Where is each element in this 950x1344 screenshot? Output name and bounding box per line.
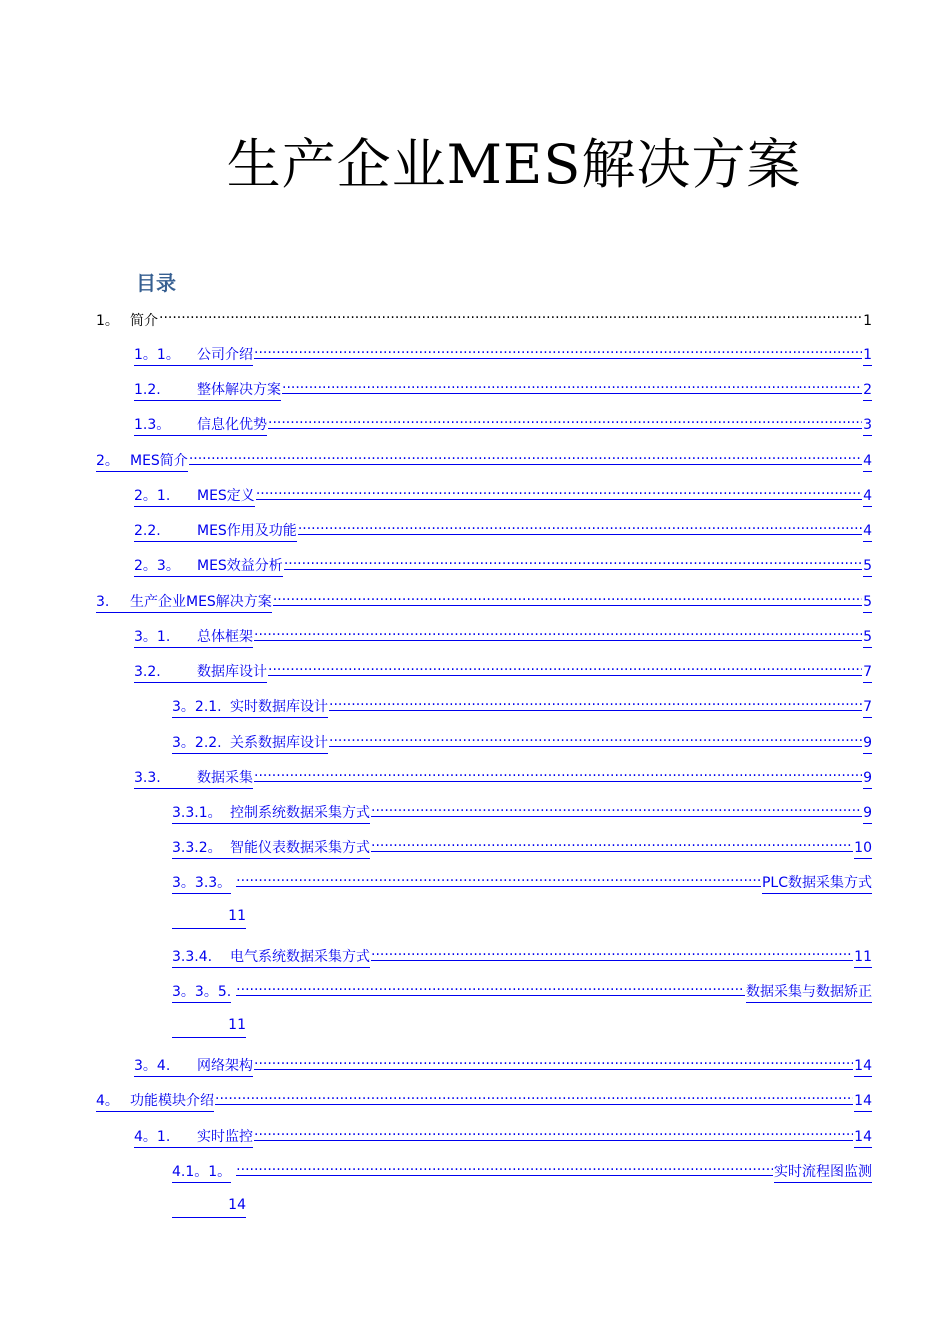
toc-entry-page: 7 (863, 697, 872, 718)
toc-entry[interactable] (96, 444, 872, 469)
toc-entry-leader (329, 726, 862, 747)
toc-entry-page: 4 (863, 521, 872, 542)
toc-entry-title: 功能模块介绍 (130, 1091, 214, 1112)
toc-entry (96, 303, 872, 329)
toc-entry-number: 3.3. (134, 768, 197, 789)
toc-entry[interactable] (134, 338, 872, 363)
toc-entry-leader (273, 585, 862, 606)
toc-entry-title: 整体解决方案 (197, 380, 281, 401)
toc-entry-number: 3。3。5. (172, 982, 231, 1003)
toc-entry-leader (268, 408, 862, 429)
toc-entry-page: 2 (863, 380, 872, 401)
toc-entry[interactable] (172, 831, 872, 856)
toc-entry-number: 3. (96, 592, 130, 613)
toc-entry-page: 11 (854, 947, 872, 968)
toc-entry-leader (254, 338, 862, 359)
toc-entry-page: 5 (863, 627, 872, 648)
toc-entry[interactable] (172, 796, 872, 821)
toc-entry-title: 智能仪表数据采集方式 (230, 838, 370, 859)
toc-entry[interactable] (134, 479, 872, 504)
toc-entry-page: 10 (854, 838, 872, 859)
toc-entry-page: 1 (863, 345, 872, 366)
toc-entry-number: 4。1. (134, 1127, 197, 1148)
toc-entry[interactable] (134, 761, 872, 786)
toc-entry[interactable] (172, 690, 872, 715)
toc-entry-title: 数据采集与数据矫正 (746, 982, 872, 1003)
toc-entry-title: 数据采集 (197, 768, 253, 789)
toc-entry-number: 1.3。 (134, 415, 197, 436)
toc-entry-page: 3 (863, 415, 872, 436)
toc-entry[interactable] (134, 408, 872, 433)
toc-entry-number: 4.1。1。 (172, 1162, 231, 1183)
toc-entry-leader (159, 303, 862, 325)
toc-entry-number: 3.3.4. (172, 947, 230, 968)
toc-entry-leader (256, 479, 862, 500)
toc-entry[interactable] (134, 655, 872, 680)
toc-entry-number: 1.2. (134, 380, 197, 401)
toc-entry[interactable] (134, 549, 872, 574)
toc-entry-page: 5 (863, 592, 872, 613)
toc-entry-leader (371, 940, 853, 961)
toc-entry-number: 1。1。 (134, 345, 197, 366)
toc-entry-title: 实时监控 (197, 1127, 253, 1148)
toc-entry-leader (236, 975, 745, 996)
toc-entry-page[interactable]: 11 (172, 906, 246, 929)
toc-entry-page[interactable]: 11 (172, 1015, 246, 1038)
toc-entry-number: 3。4. (134, 1056, 197, 1077)
toc-entry-title: 数据库设计 (197, 662, 267, 683)
toc-entry-page: 1 (863, 313, 872, 329)
toc-entry-page: 9 (863, 768, 872, 789)
toc-entry-leader (298, 514, 862, 535)
toc-entry-number: 2。1. (134, 486, 197, 507)
toc-entry-page: 14 (854, 1091, 872, 1112)
toc-entry-title: 电气系统数据采集方式 (230, 947, 370, 968)
toc-entry[interactable] (172, 975, 872, 1000)
toc-entry-leader (254, 1049, 853, 1070)
toc-entry-title: 公司介绍 (197, 345, 253, 366)
toc-entry[interactable] (134, 1049, 872, 1074)
toc-entry-leader (254, 620, 862, 641)
toc-heading: 目录 (136, 271, 176, 295)
toc-entry-leader (268, 655, 862, 676)
toc-entry-title: MES定义 (197, 486, 255, 507)
toc-entry-leader (254, 761, 862, 782)
toc-entry-title: 总体框架 (197, 627, 253, 648)
toc-entry-title: 生产企业MES解决方案 (130, 592, 272, 613)
toc-entry-title: MES简介 (130, 451, 188, 472)
toc-entry[interactable] (96, 585, 872, 610)
toc-entry-title: 关系数据库设计 (230, 733, 328, 754)
toc-entry-leader (329, 690, 862, 711)
toc-entry-number: 3。2.2. (172, 733, 230, 754)
toc-entry-title: PLC数据采集方式 (762, 873, 872, 894)
toc-entry-number: 2.2. (134, 521, 197, 542)
toc-entry-number: 3。3.3。 (172, 873, 231, 894)
toc-entry-number: 2。 (96, 451, 130, 472)
toc-entry-leader (254, 1120, 853, 1141)
toc-entry-title: 控制系统数据采集方式 (230, 803, 370, 824)
toc-entry-leader (371, 831, 853, 852)
toc-entry-leader (282, 373, 862, 394)
toc-entry-page: 5 (863, 556, 872, 577)
toc-entry[interactable] (172, 866, 872, 891)
toc-entry[interactable] (172, 940, 872, 965)
toc-entry-number: 4。 (96, 1091, 130, 1112)
toc-entry[interactable] (172, 726, 872, 751)
toc-entry-leader (215, 1084, 853, 1105)
toc-entry-leader (236, 1155, 773, 1176)
toc-entry-number: 3.3.1。 (172, 803, 230, 824)
toc-entry[interactable] (134, 1120, 872, 1145)
toc-entry-title: 简介 (130, 313, 158, 329)
toc-entry-title: 实时数据库设计 (230, 697, 328, 718)
toc-entry[interactable] (134, 514, 872, 539)
toc-entry-page: 7 (863, 662, 872, 683)
toc-entry-number: 3.3.2。 (172, 838, 230, 859)
toc-entry-leader (236, 866, 761, 887)
toc-entry-number: 2。3。 (134, 556, 197, 577)
toc-entry-page: 4 (863, 451, 872, 472)
toc-entry-page[interactable]: 14 (172, 1195, 246, 1218)
toc-entry[interactable] (134, 373, 872, 398)
toc-entry-number: 3。1. (134, 627, 197, 648)
document-title: 生产企业MES解决方案 (226, 133, 802, 196)
toc-entry-number: 1。 (96, 313, 119, 329)
toc-entry[interactable] (172, 1155, 872, 1180)
toc-entry-leader (189, 444, 862, 465)
toc-entry-title: 实时流程图监测 (774, 1162, 872, 1183)
toc-entry-leader (284, 549, 862, 570)
toc-entry-title: MES作用及功能 (197, 521, 297, 542)
toc-entry-number: 3。2.1. (172, 697, 230, 718)
toc-entry-page: 14 (854, 1056, 872, 1077)
toc-entry-title: MES效益分析 (197, 556, 283, 577)
toc-entry-page: 14 (854, 1127, 872, 1148)
toc-entry-number: 3.2. (134, 662, 197, 683)
toc-entry[interactable] (96, 1084, 872, 1109)
toc-entry-title: 网络架构 (197, 1056, 253, 1077)
toc-entry-page: 4 (863, 486, 872, 507)
toc-entry-title: 信息化优势 (197, 415, 267, 436)
toc-entry-leader (371, 796, 862, 817)
toc-entry-page: 9 (863, 733, 872, 754)
toc-entry[interactable] (134, 620, 872, 645)
toc-entry-page: 9 (863, 803, 872, 824)
